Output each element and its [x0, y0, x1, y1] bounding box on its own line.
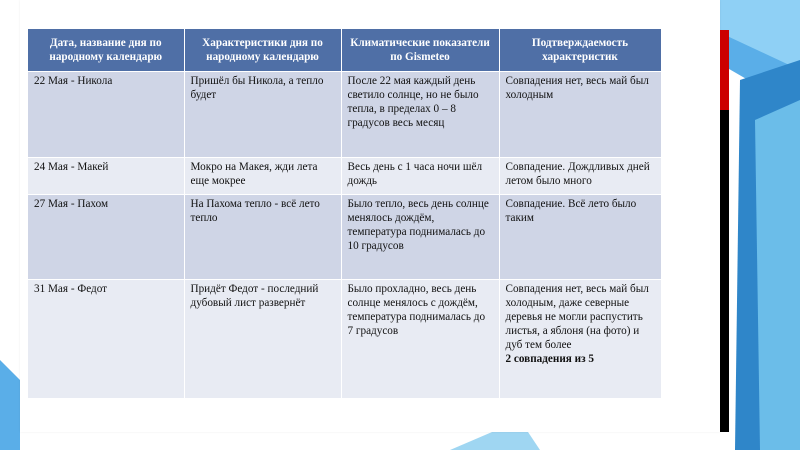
table-row	[28, 195, 661, 280]
accent-red-segment	[720, 30, 729, 110]
cell-folk: На Пахома тепло - всё лето тепло	[184, 195, 341, 280]
table-header-row	[28, 29, 661, 72]
cell-confirm-text: Совпадения нет, весь май был холодным, даже северные деревья не могли распустить листья, а яблоня (на фото) и дуб тем более	[505, 283, 649, 351]
table-row	[28, 158, 661, 195]
cell-date: 31 Мая - Федот	[28, 280, 184, 398]
cell-date: 24 Мая - Макей	[28, 158, 184, 195]
accent-bar	[720, 30, 729, 432]
cell-gismeteo: Весь день с 1 часа ночи шёл дождь	[341, 158, 499, 195]
accent-black-segment	[720, 110, 729, 432]
cell-confirm: Совпадение. Дождливых дней летом было много	[499, 158, 661, 195]
cell-confirm: Совпадение. Всё лето было таким	[499, 195, 661, 280]
summary-note: 2 совпадения из 5	[505, 353, 594, 365]
cell-gismeteo: После 22 мая каждый день светило солнце, но не было тепла, в пределах 0 – 8 градусов весь месяц	[341, 72, 499, 158]
table-row	[28, 72, 661, 158]
cell-date: 27 Мая - Пахом	[28, 195, 184, 280]
cell-confirm	[499, 280, 661, 398]
deco-left-band	[0, 360, 20, 450]
folk-calendar-table	[28, 29, 662, 398]
table-row	[28, 280, 661, 398]
cell-confirm: Совпадения нет, весь май был холодным	[499, 72, 661, 158]
deco-right-band-light	[755, 100, 800, 450]
header-gismeteo: Климатические показатели по Gismeteo	[341, 29, 499, 72]
cell-date: 22 Мая - Никола	[28, 72, 184, 158]
header-confirmation: Подтверждаемость характеристик	[499, 29, 661, 72]
cell-gismeteo: Было прохладно, весь день солнце менялось с дождём, температура поднималась до 7 градусов	[341, 280, 499, 398]
cell-gismeteo: Было тепло, весь день солнце менялось дождём, температура поднималась до 10 градусов	[341, 195, 499, 280]
header-folk-characteristics: Характеристики дня по народному календарю	[184, 29, 341, 72]
cell-folk: Пришёл бы Никола, а тепло будет	[184, 72, 341, 158]
header-date: Дата, название дня по народному календарю	[28, 29, 184, 72]
cell-folk: Придёт Федот - последний дубовый лист развернёт	[184, 280, 341, 398]
cell-folk: Мокро на Макея, жди лета еще мокрее	[184, 158, 341, 195]
